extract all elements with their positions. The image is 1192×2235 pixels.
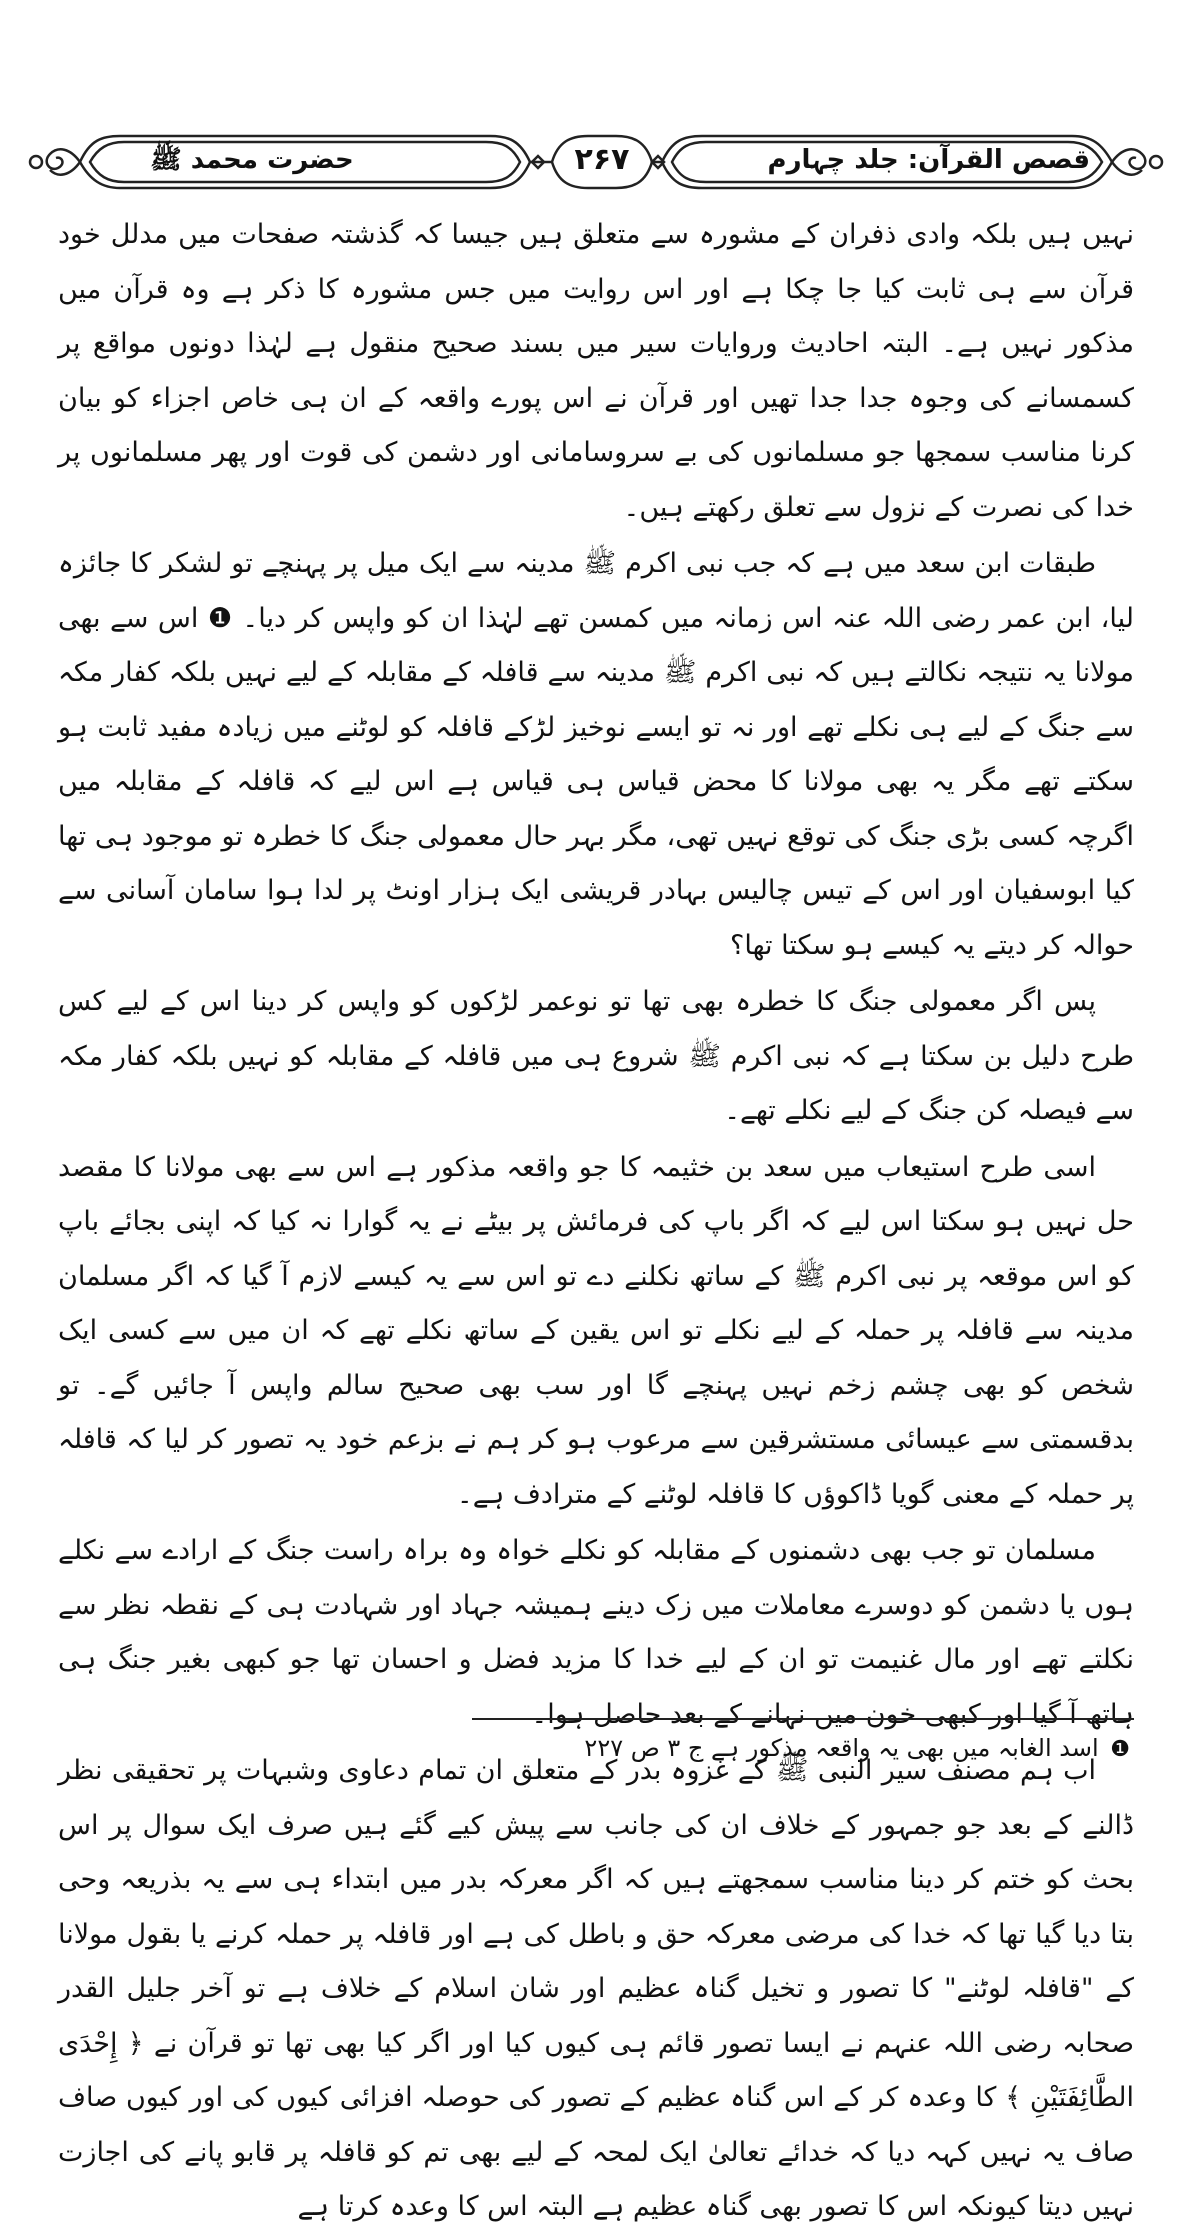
paragraph: اب ہم مصنف سیر النبی ﷺ کے غزوہ بدر کے متعلق ان تمام دعاوی وشبہات پر تحقیقی نظر ڈالنے کے بعد جو جمہور کے خلاف ان کی جانب سے پیش کیے گئے ہیں صرف ایک سوال پر اس بحث کو ختم کر دینا مناسب سمجھتے ہیں کہ اگر معرکہ بدر میں ابتداء ہی سے یہ بذریعہ وحی بتا دیا گیا تھا کہ خدا کی مرضی معرکہ حق و باطل کی ہے اور قافلہ پر حملہ کرنے یا بقول مولانا کے "قافلہ لوٹنے" کا تصور و تخیل گناہ عظیم اور شان اسلام کے خلاف ہے تو آخر جلیل القدر صحابہ رضی اللہ عنہم نے ایسا تصور قائم ہی کیوں کیا اور اگر کیا بھی تھا تو قرآن نے ﴿ إِحْدَى الطَّائِفَتَيْنِ ﴾ کا وعدہ کر کے اس گناہ عظیم کے تصور کی حوصلہ افزائی کیوں کی اور کیوں صاف صاف یہ نہیں کہہ دیا کہ خدائے تعالیٰ ایک لمحہ کے لیے بھی تم کو قافلہ پر قابو پانے کی اجازت نہیں دیتا کیونکہ اس کا تصور بھی گناہ عظیم ہے البتہ اس کا وعدہ کرتا ہے — [58, 1755, 1134, 2222]
paragraph: اسی طرح استیعاب میں سعد بن خثیمہ کا جو واقعہ مذکور ہے اس سے بھی مولانا کا مقصد حل نہیں ہو سکتا اس لیے کہ اگر باپ کی فرمائش پر بیٹے نے یہ گوارا نہ کیا کہ اپنی بجائے باپ کو اس موقعہ پر نبی اکرم ﷺ کے ساتھ نکلنے دے تو اس سے یہ کیسے لازم آ گیا کہ اگر مسلمان مدینہ سے قافلہ پر حملہ کے لیے نکلے تو اس یقین کے ساتھ نکلے تھے کہ ان میں سے کسی ایک شخص کو بھی چشم زخم نہیں پہنچے گا اور سب بھی صحیح سالم واپس آ جائیں گے۔ تو بدقسمتی سے عیسائی مستشرقین سے مرعوب ہو کر ہم نے بزعم خود یہ تصور کر لیا کہ قافلہ پر حملہ کے معنی گویا ڈاکوؤں کا قافلہ لوٹنے کے مترادف ہے۔ — [58, 1151, 1134, 1510]
paragraph: نہیں ہیں بلکہ وادی ذفران کے مشورہ سے متعلق ہیں جیسا کہ گذشتہ صفحات میں مدلل خود قرآن سے ہی ثابت کیا جا چکا ہے اور اس روایت میں جس مشورہ کا ذکر ہے وہ قرآن میں مذکور نہیں ہے۔ البتہ احادیث وروایات سیر میں بسند صحیح منقول ہے لہٰذا دونوں مواقع پر کسمسانے کی وجوہ جدا جدا تھیں اور قرآن نے اس پورے واقعہ کے ان ہی خاص اجزاء کو بیان کرنا مناسب سمجھا جو مسلمانوں کی بے سروسامانی اور دشمن کی قوت اور پھر مسلمانوں پر خدا کی نصرت کے نزول سے تعلق رکھتے ہیں۔ — [58, 219, 1134, 523]
book-title: قصص القرآن: جلد چہارم — [767, 145, 1090, 175]
paragraph: مسلمان تو جب بھی دشمنوں کے مقابلہ کو نکلے خواہ وہ براہ راست جنگ کے ارادے سے نکلے ہوں یا دشمن کو دوسرے معاملات میں زک دینے ہمیشہ جہاد اور شہادت ہی کے نقطہ نظر سے نکلتے تھے اور مال غنیمت تو ان کے لیے خدا کا مزید فضل و احسان تھا جو کبھی بغیر جنگ ہی ہاتھ آ گیا اور کبھی خون میں نہانے کے بعد حاصل ہوا۔ — [58, 1535, 1134, 1730]
footnote-divider — [472, 1718, 1134, 1720]
section-title: حضرت محمد ﷺ — [150, 145, 354, 175]
footnote — [472, 1728, 1134, 1768]
page-number: ۲۶۷ — [574, 142, 630, 177]
footnote-text: اسد الغابہ میں بھی یہ واقعہ مذکور ہے ج ۳ ص ۲۲۷ — [584, 1734, 1099, 1762]
footnote-marker-icon: ❶ — [1110, 1737, 1130, 1762]
page-header — [22, 128, 1170, 196]
paragraph: طبقات ابن سعد میں ہے کہ جب نبی اکرم ﷺ مدینہ سے ایک میل پر پہنچے تو لشکر کا جائزہ لیا، ابن عمر رضی اللہ عنہ اس زمانہ میں کمسن تھے لہٰذا ان کو واپس کر دیا۔ ❶ اس سے بھی مولانا یہ نتیجہ نکالتے ہیں کہ نبی اکرم ﷺ مدینہ سے قافلہ کے مقابلہ کے لیے نہیں بلکہ کفار مکہ سے جنگ کے لیے ہی نکلے تھے اور نہ تو ایسے نوخیز لڑکے قافلہ کو لوٹنے میں زیادہ مفید ثابت ہو سکتے تھے مگر یہ بھی مولانا کا محض قیاس ہی قیاس ہے اس لیے کہ قافلہ کے مقابلہ میں اگرچہ کسی بڑی جنگ کی توقع نہیں تھی، مگر بہر حال معمولی جنگ کا خطرہ تو موجود ہی تھا کیا ابوسفیان اور اس کے تیس چالیس بہادر قریشی ایک ہزار اونٹ پر لدا ہوا سامان آسانی سے حوالہ کر دیتے یہ کیسے ہو سکتا تھا؟ — [58, 548, 1134, 961]
paragraph: پس اگر معمولی جنگ کا خطرہ بھی تھا تو نوعمر لڑکوں کو واپس کر دینا اس کے لیے کس طرح دلیل بن سکتا ہے کہ نبی اکرم ﷺ شروع ہی میں قافلہ کے مقابلہ کو نہیں بلکہ کفار مکہ سے فیصلہ کن جنگ کے لیے نکلے تھے۔ — [58, 986, 1134, 1126]
